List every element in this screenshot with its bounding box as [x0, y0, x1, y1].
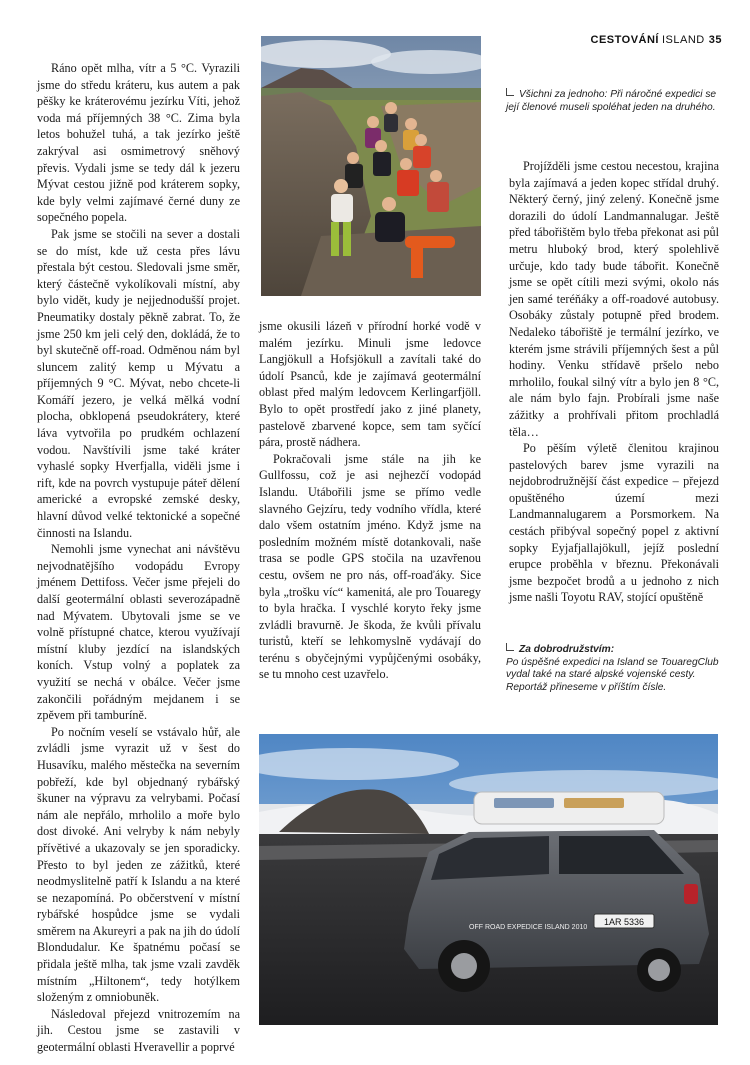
group-photo-illustration [261, 36, 481, 296]
caption-lead: Za dobrodružstvím: [519, 644, 615, 655]
paragraph: jsme okusili lázeň v přírodní horké vodě v malém jezírku. Minuli jsme ledovce Langjökull a Hofsjökull a zavítali také do údolí Psanců, kde je zajímavá geotermální oblast před malým ledovcem Kerlingarfjöll. Bylo to opět prostředí jako z jiné planety, pastelově zbarvené kopce, sem tam syčící pára, prostě nádhera. [259, 319, 481, 450]
paragraph: Pokračovali jsme stále na jih ke Gullfossu, což je asi nejhezčí vodopád Islandu. Utábořili jsme se přímo vedle slavného Gejzíru, tedy vodního vřídla, které dalo všem ostatním jméno. Když jsme na posledním možném místě dotankovali, naše trasa se podle GPS stočila na uzavřenou cestu, ovšem ne pro nás, off-roaďáky. Sice byla „trošku víc“ kamenitá, ale pro Touaregy to byla hračka. I vyschlé koryto řeky jsme zvládli bravurně. Je škoda, že kvůli přívalu turistů, kteří se lehkomyslně vydávají do terénu s obyčejnými vypůjčenými osobáky, se tu mnoho cest uzavřelo. [259, 451, 481, 682]
caption-corner-mark [506, 88, 514, 96]
paragraph: Nemohli jsme vynechat ani návštěvu nejvodnatějšího vodopádu Evropy jménem Dettifoss. Večer jsme přejeli do další geotermální oblasti severozápadně nad Mývatem. Ubytovali jsme se ve volně přístupné chatce, kterou využívají místní kluby jezdící na islandských koních. Vstup volný a poplatek za využití se nechá v obálce. Večer jsme zakončili pořádným mejdanem i se zpěvem při tamburíně. [37, 542, 240, 723]
paragraph: Po pěším výletě členitou krajinou pastelových barev jsme vyrazili na nejdobrodružnější část expedice – přejezd opuštěného území mezi Landmannalugarem a Porsmorkem. Na cestách přibýval sopečný popel z aktivní sopky Eyjafjallajökull, jejíž poslední erupce proběhla v březnu. Překonávali jsme bezpočet brodů a u jednoho z nich jsme našli Toyotu RAV, stojící opuštěně [509, 441, 719, 605]
caption-text: Po úspěšné expedici na Island se TouaregClub vydal také na staré alpské vojenské cesty. Reportáž přineseme v příštím čísle. [506, 656, 719, 693]
car-photo [259, 734, 718, 1025]
car-decal: OFF ROAD EXPEDICE ISLAND 2010 [469, 924, 588, 931]
section-topic: ISLAND [662, 34, 705, 46]
paragraph: Následoval přejezd vnitrozemím na jih. Cestou jsme se zastavili v geotermální oblasti Hveravellir a poprvé [37, 1006, 240, 1055]
paragraph: Ráno opět mlha, vítr a 5 °C. Vyrazili jsme do středu kráteru, kus autem a pak pěšky ke kráterovému jezírku Víti, jehož voda má příjemných 38 °C. Zima byla letos bohužel tuhá, a tak jezírko ještě zakrýval asi osmimetrový sněhový převis. Vydali jsme se tedy dál k jezeru Mývat cestou jižně pod kráterem sopky, kde byly velmi zajímavé černé duny ze sopečného popela. [37, 61, 240, 225]
caption-text: Při náročné expedici se její členové museli spoléhat jeden na druhého. [506, 89, 717, 113]
article-column-1 [37, 60, 240, 1056]
caption-corner-mark [506, 643, 514, 651]
photo-caption-adventure [506, 643, 721, 694]
running-header [591, 34, 722, 46]
section-name: CESTOVÁNÍ [590, 34, 659, 46]
caption-lead: Všichni za jednoho: [519, 89, 608, 100]
paragraph: Projížděli jsme cestou necestou, krajina byla zajímavá a jeden kopec střídal druhý. Některý černý, jiný zelený. Konečně jsme dorazili do údolí Landmannalugar. Ještě před tábořištěm bylo třeba překonat asi půl metru hluboký brod, který spolehlivě určuje, kdo tady bude tábořit. Konečně jsme se opět cítili mezi svými, okolo nás jen samé teréňáky a off-roadové autobusy. Osobáky zůstaly potupně před brodem. Nedaleko tábořiště je termální jezírko, ve kterém jsme strávili příjemných šest a půl hodiny. Venku střídavě pršelo nebo mrholilo, foukal silný vítr a bylo jen 8 °C, ale nám bylo fajn. Probírali jsme naše zážitky a prohřívali přitom prochladlá těla… [509, 159, 719, 439]
page-number: 35 [708, 34, 722, 46]
article-column-3 [509, 158, 719, 606]
photo-caption-group [506, 88, 721, 114]
license-plate: 1AR 5336 [603, 917, 645, 927]
group-photo [261, 36, 481, 296]
paragraph: Po nočním veselí se vstávalo hůř, ale zvládli jsme vyrazit už v šest do Husavíku, malého městečka na severním pobřeží, kde byl objednaný rybářský škuner na výpravu za velrybami. Počasí nám ale nepřálo, mrholilo a moře bylo dost divoké. Ani velryby k nám nebyly přívětivé a ukazovaly se jen sporadicky. Přesto to byl jeden ze zážitků, které neodmyslitelně patří k Islandu a na které se nezapomíná. Po občerstvení v místní rybářské hospůdce jsme se vydali směrem na Akureyri a pak na jih do údolí Blondudalur. Ke špatnému počasí se přidala ještě mlha, tak jsme vzali zavděk místním „Hiltonem“, tedy hotýlkem složeným z omniobuněk. [37, 724, 240, 1005]
car-photo-illustration [259, 734, 718, 1025]
article-column-2 [259, 318, 481, 683]
paragraph: Pak jsme se stočili na sever a dostali se do míst, kde už cesta přes lávu přestala být cestou. Sledovali jsme směr, který částečně vykolíkovali místní, aby bylo vidět, kudy je nejjednodušší projet. Pneumatiky dostaly pěkně zabrat. To, že jsme 250 km jeli celý den, dokládá, že to byl skutečně off-road. Odměnou nám byl sluncem zalitý kemp u Mývatu a příjemných 9 °C. Mývat, nebo chcete-li Komáří jezero, je velká mělká vodní plocha, obklopená pseudokrátery, které láva vytvořila po prudkém ochlazení vodou. Navštívili jsme také kráter vyhaslé sopky Hverfjalla, viděli jsme i rift, kde na povrch vystupuje páteř dělení americké a evropské zemské desky, hlavní důvod velké tektonické a sopečné činnosti na Islandu. [37, 226, 240, 540]
